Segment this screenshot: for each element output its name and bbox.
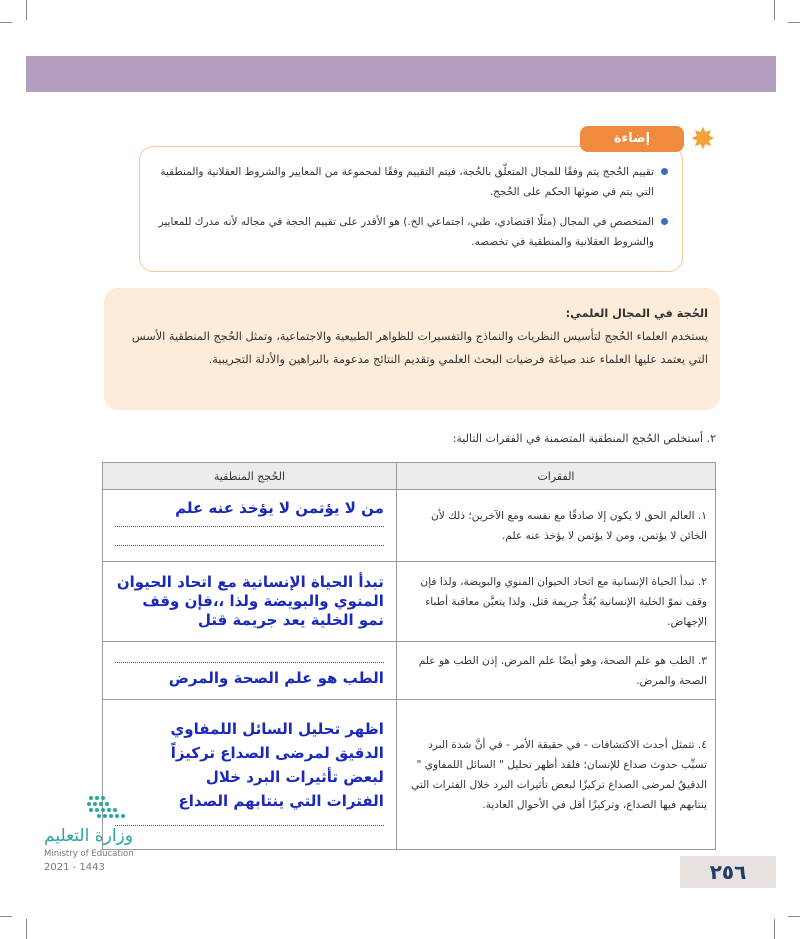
question-prompt: ٢. أستخلص الحُجج المنطقية المتضمنة في الفقرات التالية: — [452, 432, 716, 445]
paragraph-cell: ١. العالم الحق لا يكون إلا صادقًا مع نفسه ومع الآخرين؛ ذلك لأن الخائن لا يؤتمن، ومن لا يؤتمن لا يؤخذ عنه علم. — [396, 490, 715, 562]
table-row — [103, 700, 716, 850]
idaa-bullets — [150, 162, 670, 262]
crop-mark — [788, 916, 800, 917]
bullet-dot-icon — [661, 218, 668, 225]
handwritten-answer: تبدأ الحياة الإنسانية مع اتحاد الحيوان المنوي والبويضة ولذا ،،فإن وقف نمو الخلية يعد جريمة قتل — [116, 573, 384, 629]
handwritten-answer: الطب هو علم الصحة والمرض — [168, 668, 384, 687]
dotted-line — [115, 660, 384, 663]
page-number: ٢٥٦ — [680, 856, 776, 888]
paragraph-cell: ٣. الطب هو علم الصحة، وهو أيضًا علم المرض. إذن الطب هو علم الصحة والمرض. — [396, 642, 715, 700]
column-header-paragraphs: الفقرات — [396, 463, 715, 490]
header-band — [26, 56, 776, 92]
crop-mark — [0, 22, 12, 23]
ministry-logo-icon — [85, 794, 145, 824]
column-header-arguments: الحُجج المنطقية — [103, 463, 397, 490]
science-title: الحُجة في المجال العلمي: — [565, 307, 708, 320]
arguments-table — [102, 462, 716, 850]
answer-cell[interactable] — [103, 562, 397, 642]
idaa-bullet-text: المتخصص في المجال (مثلًا اقتصادي، طبي، اجتماعي الخ.) هو الأقدر على تقييم الحجة في مجاله لأنه مدرك للمعايير والشروط العقلانية والمنطقية في تخصصه. — [158, 216, 654, 248]
ministry-name-arabic: وزارة التعليم — [44, 826, 133, 846]
table-row — [103, 490, 716, 562]
crop-mark — [788, 22, 800, 23]
crop-mark — [774, 919, 775, 939]
crop-mark — [0, 916, 12, 917]
handwritten-answer-line: لبعض تأثيرات البرد خلال — [205, 768, 384, 786]
crop-mark — [26, 0, 27, 20]
bullet-dot-icon — [661, 168, 668, 175]
ministry-name-english: Ministry of Education — [44, 849, 134, 859]
table-row — [103, 642, 716, 700]
answer-cell[interactable] — [103, 642, 397, 700]
science-body: يستخدم العلماء الحُجج لتأسيس النظريات والنماذج والتفسيرات للظواهر الطبيعية والاجتماعية، وتمثل الحُجج المنطقية الأسس التي يعتمد عليها العلماء عند صياغة فرضيات البحث العلمي وتقديم النتائج مدعومة بالبراهين والأدلة التجريبية. — [131, 330, 708, 366]
answer-cell[interactable] — [103, 490, 397, 562]
dotted-line — [115, 524, 384, 527]
edition-year: 2021 - 1443 — [44, 862, 105, 873]
idaa-bullet-text: تقييم الحُجج يتم وفقًا للمجال المتعلّق بالحُجة، فيتم التقييم وفقًا لمجموعة من المعايير والشروط العقلانية والمنطقية التي يتم في ضوئها الحكم على الحُجج. — [160, 166, 654, 198]
idaa-bullet — [150, 162, 670, 202]
handwritten-answer-line: الدقيق لمرضى الصداع تركيزاً — [170, 744, 384, 762]
crop-mark — [774, 0, 775, 20]
paragraph-cell: ٤. تتمثل أحدث الاكتشافات - في حقيقة الأمر - في أنَّ شدة البرد تسبِّب حدوث صداع للإنسان؛ فلقد أظهر تحليل " السائل اللمفاوي " الدقيقُ لمرضى الصداع تركيزًا لبعض تأثيرات البرد خلال الفترات التي ينتابهم فيها الصداع، وتركيزًا أقل في الأحوال العادية. — [396, 700, 715, 850]
table-row — [103, 562, 716, 642]
dotted-line — [115, 823, 384, 826]
idaa-label: إضاءة — [580, 126, 684, 152]
answer-cell[interactable] — [103, 700, 397, 850]
star-icon: ✸ — [690, 122, 716, 157]
science-box — [104, 288, 720, 410]
idaa-bullet — [150, 212, 670, 252]
handwritten-answer-line: اظهر تحليل السائل اللمفاوي — [170, 720, 384, 738]
paragraph-cell: ٢. تبدأ الحياة الإنسانية مع اتحاد الحيوان المنوي والبويضة، ولذا فإن وقف نموّ الخلية الإنسانية يُعَدُّ جريمة قتل. ولذا يتعيَّن معاقبة أطباء الإجهاض. — [396, 562, 715, 642]
dotted-line — [115, 543, 384, 546]
handwritten-answer: من لا يؤتمن لا يؤخذ عنه علم — [175, 499, 384, 517]
handwritten-answer-line: الفترات التي ينتابهم الصداع — [178, 792, 384, 810]
crop-mark — [26, 919, 27, 939]
